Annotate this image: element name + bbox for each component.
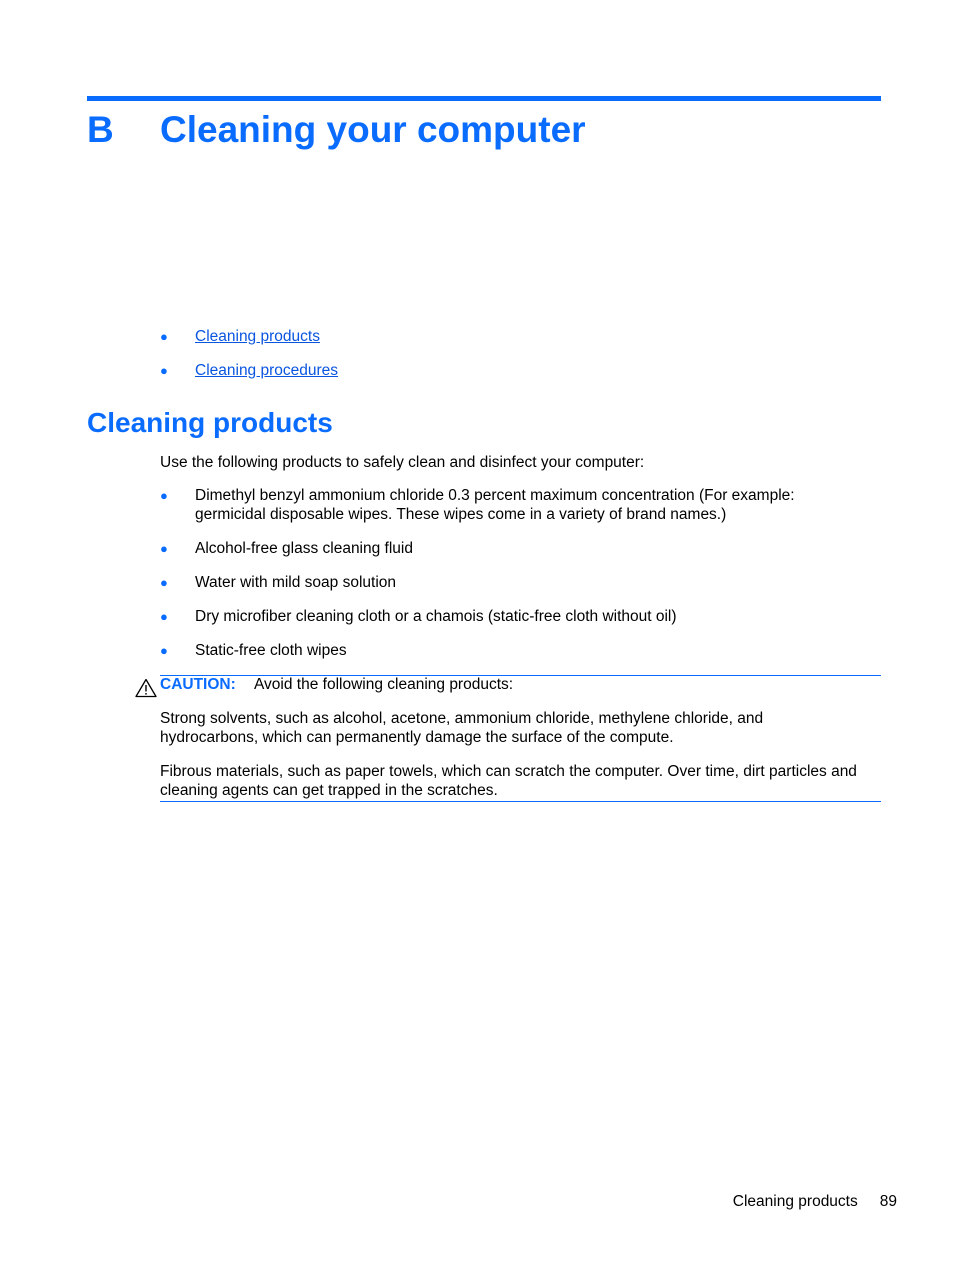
caution-line xyxy=(160,675,881,694)
caution-paragraph: Fibrous materials, such as paper towels, which can scratch the computer. Over time, dirt particles and cleaning agents can get trapped in the scratches. xyxy=(160,763,857,799)
toc-link-cleaning-products[interactable]: Cleaning products xyxy=(195,328,320,345)
list-item xyxy=(160,539,850,558)
warning-triangle-icon xyxy=(135,678,157,698)
toc-item xyxy=(160,361,338,380)
bullet-dot-icon: ● xyxy=(160,363,168,378)
chapter-letter: B xyxy=(87,109,114,150)
caution-label: CAUTION: xyxy=(160,676,236,693)
bullet-dot-icon: ● xyxy=(160,329,168,344)
caution-paragraph: Strong solvents, such as alcohol, acetone, ammonium chloride, methylene chloride, and hydrocarbons, which can permanently damage the surface of the compute. xyxy=(160,710,764,746)
list-item xyxy=(160,607,850,626)
caution-text: Avoid the following cleaning products: xyxy=(254,676,514,693)
section-title: Cleaning products xyxy=(87,407,333,438)
list-item-text: Static-free cloth wipes xyxy=(195,642,347,659)
section-intro: Use the following products to safely clean and disinfect your computer: xyxy=(160,454,645,471)
page-footer xyxy=(733,1192,897,1211)
bullet-dot-icon: ● xyxy=(160,488,168,503)
list-item-text: Dimethyl benzyl ammonium chloride 0.3 percent maximum concentration (For example: germicidal disposable wipes. These wipes come in a variety of brand names.) xyxy=(195,487,795,523)
chapter-rule xyxy=(87,96,881,101)
bullet-dot-icon: ● xyxy=(160,575,168,590)
bullet-dot-icon: ● xyxy=(160,643,168,658)
list-item-text: Dry microfiber cleaning cloth or a chamois (static-free cloth without oil) xyxy=(195,608,677,625)
footer-section-title: Cleaning products xyxy=(732,1193,858,1210)
page-number: 89 xyxy=(879,1193,897,1210)
toc-item xyxy=(160,327,338,346)
products-list xyxy=(160,486,850,675)
chapter-heading xyxy=(87,106,586,154)
bullet-dot-icon: ● xyxy=(160,541,168,556)
toc-link-cleaning-procedures[interactable]: Cleaning procedures xyxy=(195,362,339,379)
list-item xyxy=(160,573,850,592)
chapter-title: Cleaning your computer xyxy=(160,109,586,150)
bullet-dot-icon: ● xyxy=(160,609,168,624)
list-item-text: Alcohol-free glass cleaning fluid xyxy=(195,540,413,557)
toc-list xyxy=(160,327,338,395)
caution-box xyxy=(160,675,881,802)
list-item xyxy=(160,486,850,524)
list-item-text: Water with mild soap solution xyxy=(195,574,397,591)
list-item xyxy=(160,641,850,660)
